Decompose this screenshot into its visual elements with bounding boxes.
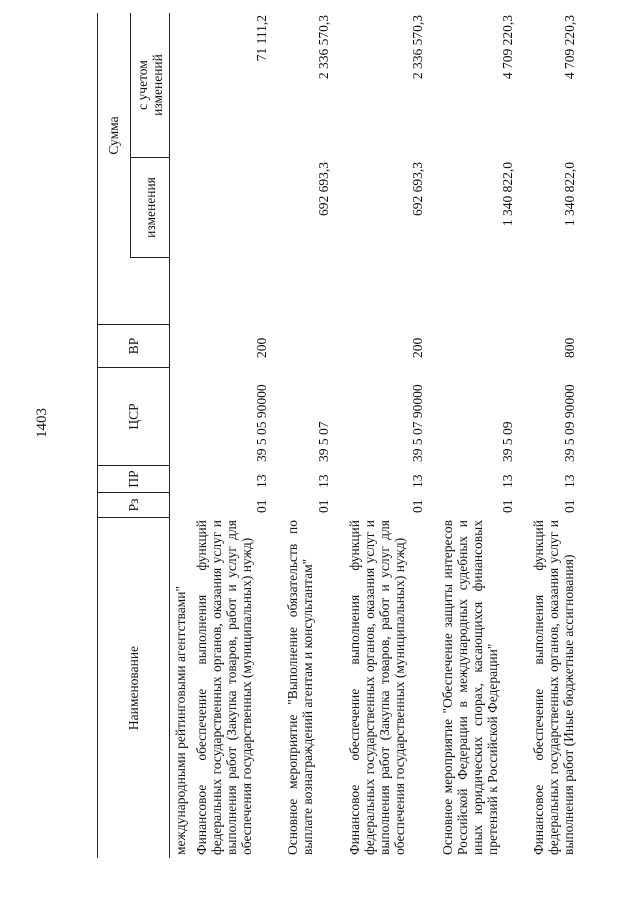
row-3-csr: 39 5 07 90000 xyxy=(410,384,425,462)
row-5-csr: 39 5 09 90000 xyxy=(562,384,577,462)
row-5-changes: 1 340 822,0 xyxy=(562,162,577,227)
header-sum: Сумма xyxy=(106,116,121,155)
row-3-pr: 13 xyxy=(410,474,425,488)
row-1-vr: 200 xyxy=(254,337,269,358)
row-3-rz: 01 xyxy=(410,499,425,513)
row-5-rz: 01 xyxy=(562,499,577,513)
row-5-name: Финансовое обеспечение выполнения функций федеральных государственных органов, оказания услуг и выполнения работ (Иные бюджетные ассигнования) xyxy=(531,520,576,855)
row-1-name: Финансовое обеспечение выполнения функций федеральных государственных органов, оказания услуг и выполнения работ (Закупка товаров, работ и услуг для обеспечения государственных (муниципальных) нужд) xyxy=(194,520,254,855)
header-name: Наименование xyxy=(126,645,141,731)
row-4-csr: 39 5 09 xyxy=(500,421,515,462)
header-changes: изменения xyxy=(143,177,158,238)
header-vr: ВР xyxy=(126,337,141,355)
row-1-with-changes: 71 111,2 xyxy=(254,15,269,62)
header-with-changes-line1: с учетом xyxy=(135,60,150,110)
row-4-rz: 01 xyxy=(500,499,515,513)
table-top-border xyxy=(97,13,98,858)
row-4-name: Основное мероприятие "Обеспечение защиты интересов Российской Федерации в международных судебных и иных юридических спорах, касающихся финансовых претензий к Российской Федерации" xyxy=(440,520,500,855)
row-5-pr: 13 xyxy=(562,474,577,488)
row-2-name: Основное мероприятие "Выполнение обязательств по выплате вознаграждений агентам и консультантам" xyxy=(285,520,315,855)
sum-subheader-border xyxy=(130,13,131,258)
row-3-name: Финансовое обеспечение выполнения функций федеральных государственных органов, оказания услуг и выполнения работ (Закупка товаров, работ и услуг для обеспечения государственных (муниципальных) нужд) xyxy=(347,520,407,855)
row-4-pr: 13 xyxy=(500,474,515,488)
row-5-vr: 800 xyxy=(562,337,577,358)
page-number: 1403 xyxy=(34,408,50,438)
continuation-text: международными рейтинговыми агентствами" xyxy=(173,586,188,855)
header-bottom-border xyxy=(169,13,170,858)
row-2-with-changes: 2 336 570,3 xyxy=(316,15,331,80)
budget-table xyxy=(97,13,597,858)
row-1-pr: 13 xyxy=(254,474,269,488)
header-pr: ПР xyxy=(126,470,141,488)
col-border-sum xyxy=(130,257,169,258)
header-csr: ЦСР xyxy=(126,403,141,430)
row-2-changes: 692 693,3 xyxy=(316,162,331,216)
header-rz: Рз xyxy=(126,498,141,512)
header-with-changes-line2: изменений xyxy=(150,54,165,116)
row-4-with-changes: 4 709 220,3 xyxy=(500,15,515,80)
row-4-changes: 1 340 822,0 xyxy=(500,162,515,227)
row-2-pr: 13 xyxy=(316,474,331,488)
row-2-csr: 39 5 07 xyxy=(316,421,331,462)
row-3-changes: 692 693,3 xyxy=(410,162,425,216)
row-1-csr: 39 5 05 90000 xyxy=(254,384,269,462)
row-2-rz: 01 xyxy=(316,499,331,513)
row-1-rz: 01 xyxy=(254,499,269,513)
row-3-with-changes: 2 336 570,3 xyxy=(410,15,425,80)
row-5-with-changes: 4 709 220,3 xyxy=(562,15,577,80)
row-3-vr: 200 xyxy=(410,337,425,358)
